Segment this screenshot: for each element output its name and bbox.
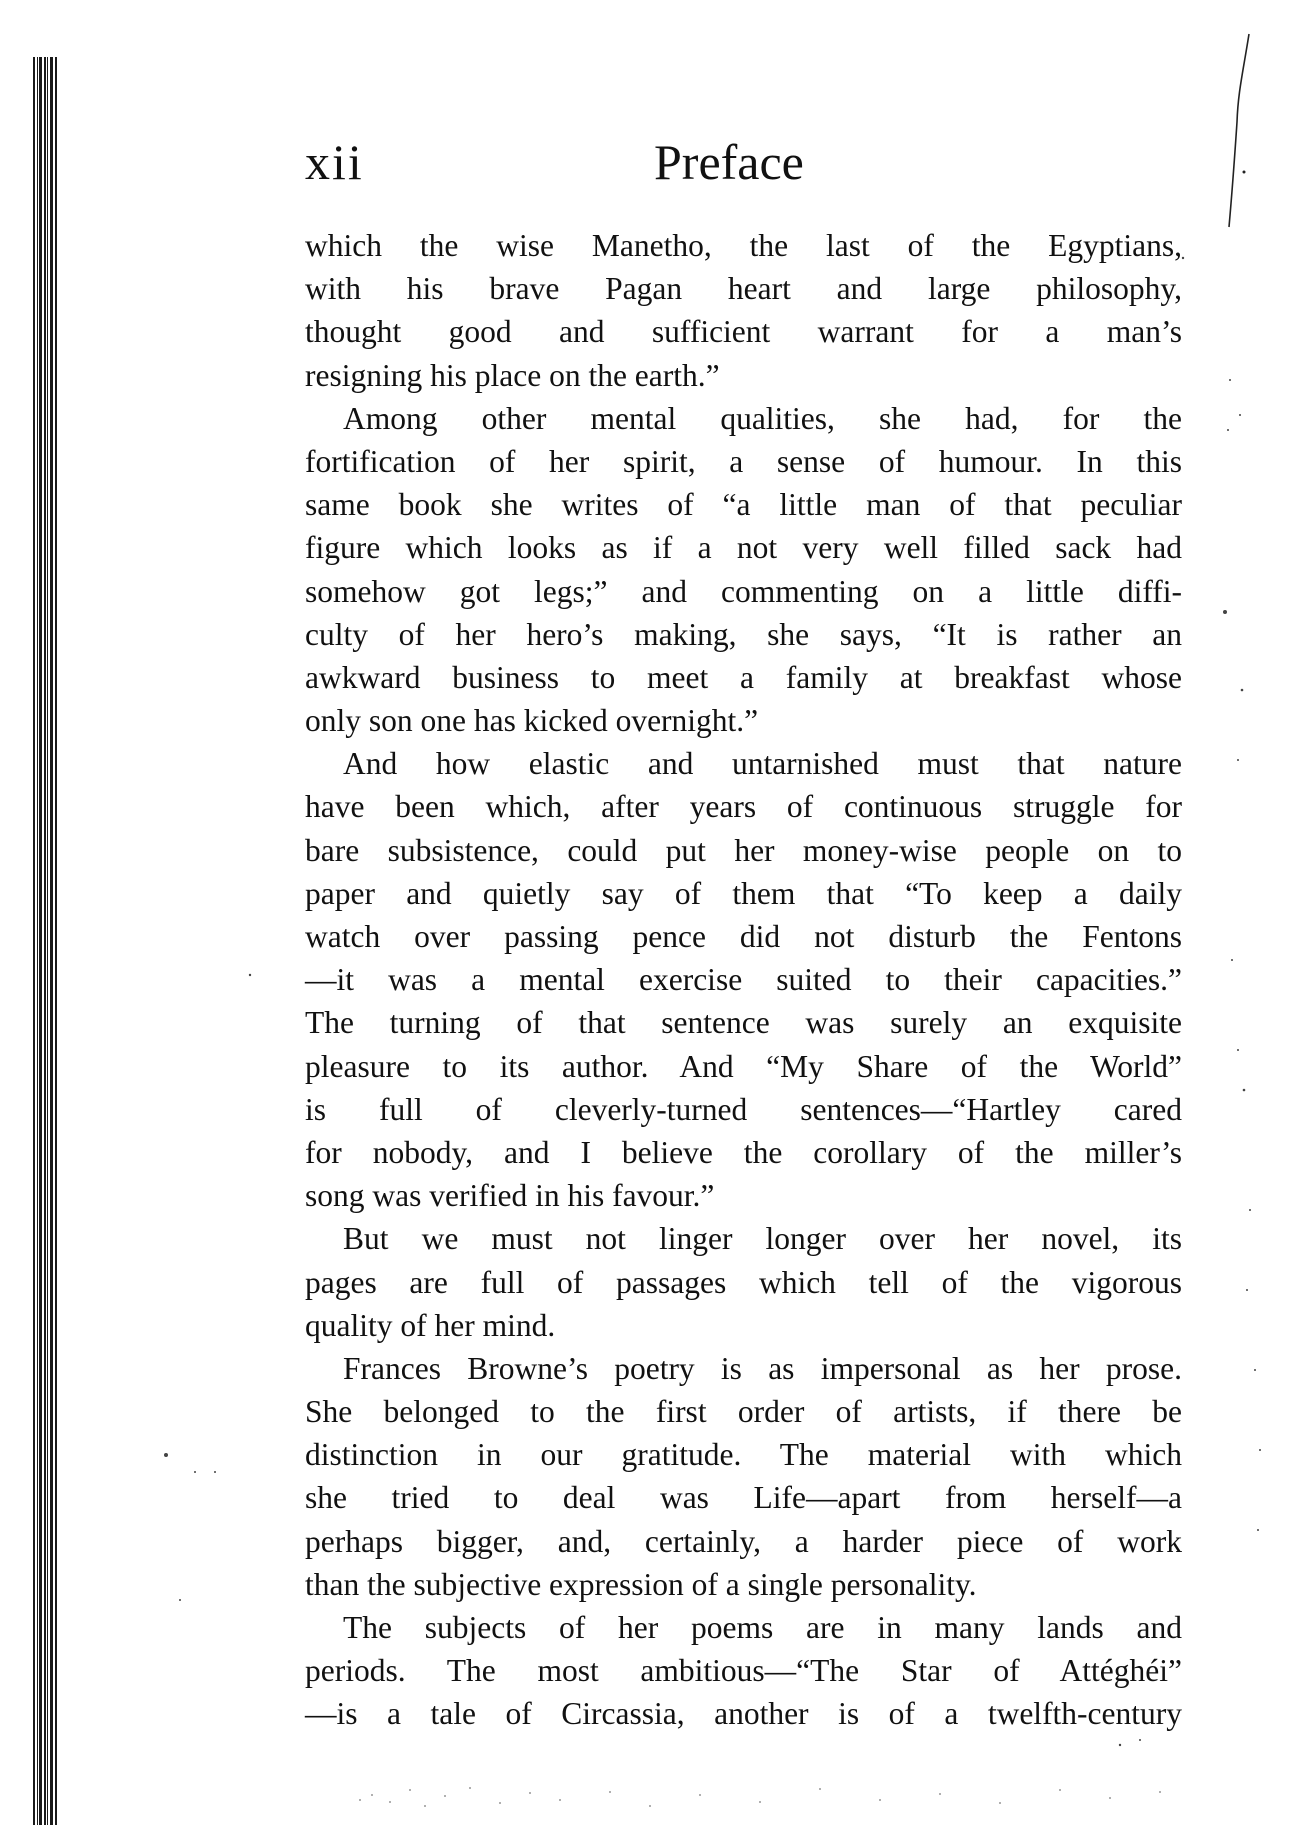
text-line: The turning of that sentence was surely an exquisite [305, 1005, 1182, 1041]
text-line: resigning his place on the earth.” [305, 357, 720, 393]
running-head [305, 132, 1185, 192]
text-line: Among other mental qualities, she had, for the [343, 400, 1182, 436]
text-line: But we must not linger longer over her novel, its [343, 1221, 1182, 1257]
text-line: song was verified in his favour.” [305, 1178, 715, 1214]
text-line: which the wise Manetho, the last of the Egyptians, [305, 228, 1182, 263]
text-line: fortification of her spirit, a sense of humour. In this [305, 443, 1182, 479]
text-line: is full of cleverly-turned sentences—“Hartley cared [305, 1091, 1182, 1127]
text-line: somehow got legs;” and commenting on a little diffi- [305, 573, 1182, 609]
running-title: Preface [654, 134, 804, 190]
text-line: awkward business to meet a family at breakfast whose [305, 659, 1182, 695]
text-line: She belonged to the first order of artists, if there be [305, 1394, 1182, 1430]
text-line: perhaps bigger, and, certainly, a harder piece of work [305, 1523, 1182, 1559]
text-line: Frances Browne’s poetry is as impersonal as her prose. [343, 1350, 1182, 1386]
body-text [305, 224, 1182, 1736]
text-line: periods. The most ambitious—“The Star of Attéghéi” [305, 1653, 1182, 1689]
text-line: distinction in our gratitude. The material with which [305, 1437, 1182, 1473]
text-line: pages are full of passages which tell of the vigorous [305, 1264, 1182, 1300]
page-edge-mark [1213, 32, 1253, 232]
text-line: bare subsistence, could put her money-wise people on to [305, 832, 1182, 868]
page-number: xii [305, 134, 364, 190]
text-line: thought good and sufficient warrant for a man’s [305, 314, 1182, 350]
text-line: have been which, after years of continuous struggle for [305, 789, 1182, 825]
text-line: with his brave Pagan heart and large philosophy, [305, 271, 1182, 307]
text-line: paper and quietly say of them that “To keep a daily [305, 875, 1182, 911]
text-line: than the subjective expression of a single personality. [305, 1566, 977, 1602]
book-binding-edge [33, 57, 59, 1825]
text-line: —it was a mental exercise suited to their capacities.” [305, 962, 1182, 998]
text-line: for nobody, and I believe the corollary of the miller’s [305, 1134, 1182, 1170]
text-line: quality of her mind. [305, 1307, 556, 1343]
text-line: only son one has kicked overnight.” [305, 703, 759, 739]
text-line: figure which looks as if a not very well filled sack had [305, 530, 1182, 566]
text-line: The subjects of her poems are in many lands and [343, 1610, 1182, 1645]
text-line: culty of her hero’s making, she says, “It is rather an [305, 616, 1182, 652]
text-line: watch over passing pence did not disturb the Fentons [305, 919, 1182, 954]
text-line: —is a tale of Circassia, another is of a twelfth-century [305, 1696, 1182, 1732]
text-line: same book she writes of “a little man of that peculiar [305, 487, 1182, 523]
text-line: she tried to deal was Life—apart from herself—a [305, 1480, 1182, 1516]
text-line: pleasure to its author. And “My Share of the World” [305, 1048, 1182, 1084]
text-line: And how elastic and untarnished must that nature [343, 746, 1182, 782]
